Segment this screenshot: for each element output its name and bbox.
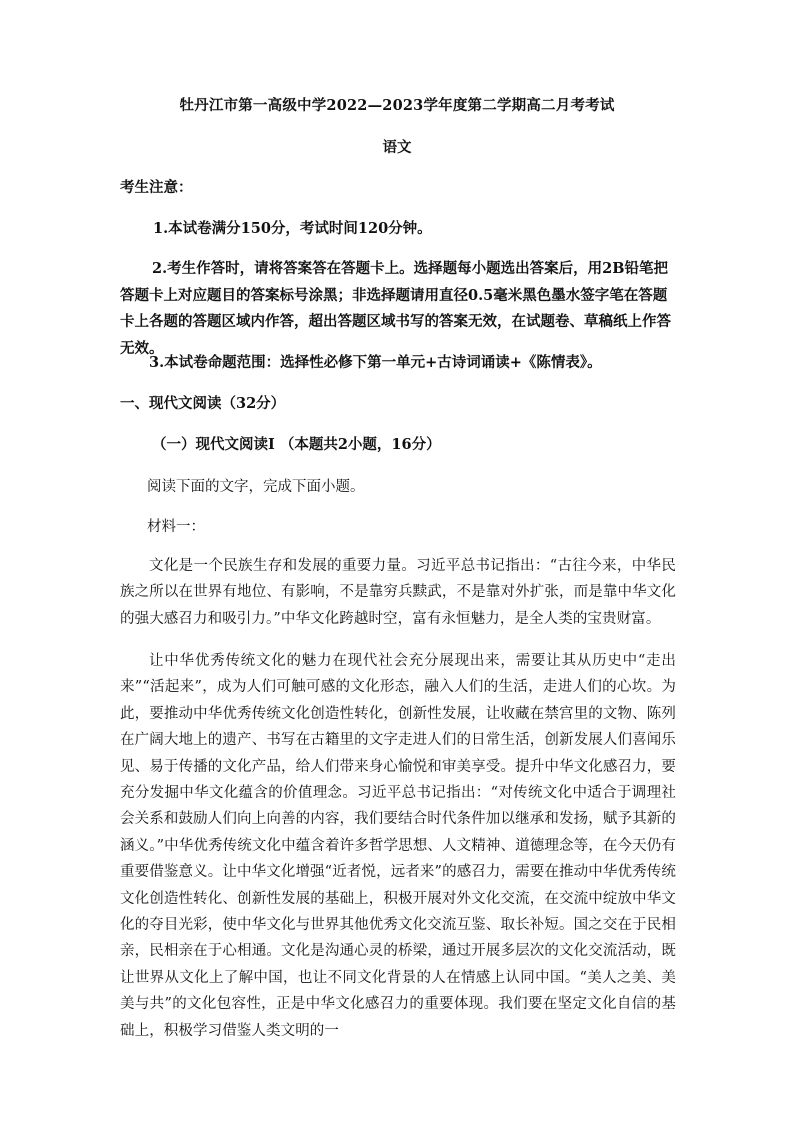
notice-item-3: 3.本试卷命题范围：选择性必修下第一单元+古诗词诵读+《陈情表》。 [149,354,602,371]
reading-instruction: 阅读下面的文字，完成下面小题。 [147,479,365,495]
paragraph-1: 文化是一个民族生存和发展的重要力量。习近平总书记指出：“古往今来，中华民族之所以在世界有地位、有影响，不是靠穷兵黩武，不是靠对外扩张，而是靠中华文化的强大感召力和吸引力。”中华文化跨越时空，富有永恒魅力，是全人类的宝贵财富。 [120,558,676,627]
exam-title: 牡丹江市第一高级中学2022—2023学年度第二学期高二月考考试 [179,97,615,114]
section-heading: 一、现代文阅读（32分） [120,395,286,412]
material-label: 材料一： [147,519,205,535]
notice-item-2: 2.考生作答时，请将答案答在答题卡上。选择题每小题选出答案后，用2B铅笔把答题卡上对应题目的答案标号涂黑；非选择题请用直径0.5毫米黑色墨水签字笔在答题卡上各题的答题区域内作答，超出答题区域书写的答案无效，在试题卷、草稿纸上作答无效。 [120,260,671,357]
notice-heading: 考生注意： [120,179,193,196]
notice-item-1: 1.本试卷满分150分，考试时间120分钟。 [153,220,432,237]
subject-title: 语文 [382,139,412,156]
subsection-heading: （一）现代文阅读Ⅰ （本题共2小题，16分） [152,436,441,453]
paragraph-2: 让中华优秀传统文化的魅力在现代社会充分展现出来，需要让其从历史中“走出来”“活起来”，成为人们可触可感的文化形态，融入人们的生活，走进人们的心坎。为此，要推动中华优秀传统文化创造性转化，创新性发展，让收藏在禁宫里的文物、陈列在广阔大地上的遗产、书写在古籍里的文字走进人们的日常生活，创新发展人们喜闻乐见、易于传播的文化产品，给人们带来身心愉悦和审美享受。提升中华文化感召力，要充分发掘中华文化蕴含的价值理念。习近平总书记指出：“对传统文化中适合于调理社会关系和鼓励人们向上向善的内容，我们要结合时代条件加以继承和发扬，赋予其新的涵义。”中华优秀传统文化中蕴含着许多哲学思想、人文精神、道德理念等，在今天仍有重要借鉴意义。让中华文化增强“近者悦，远者来”的感召力，需要在推动中华优秀传统文化创造性转化、创新性发展的基础上，积极开展对外文化交流，在交流中绽放中华文化的夺目光彩，使中华文化与世界其他优秀文化交流互鉴、取长补短。国之交在于民相亲，民相亲在于心相通。文化是沟通心灵的桥梁，通过开展多层次的文化交流活动，既让世界从文化上了解中国，也让不同文化背景的人在情感上认同中国。“美人之美、美美与共”的文化包容性，正是中华文化感召力的重要体现。我们要在坚定文化自信的基础上，积极学习借鉴人类文明的一 [120,653,676,1039]
